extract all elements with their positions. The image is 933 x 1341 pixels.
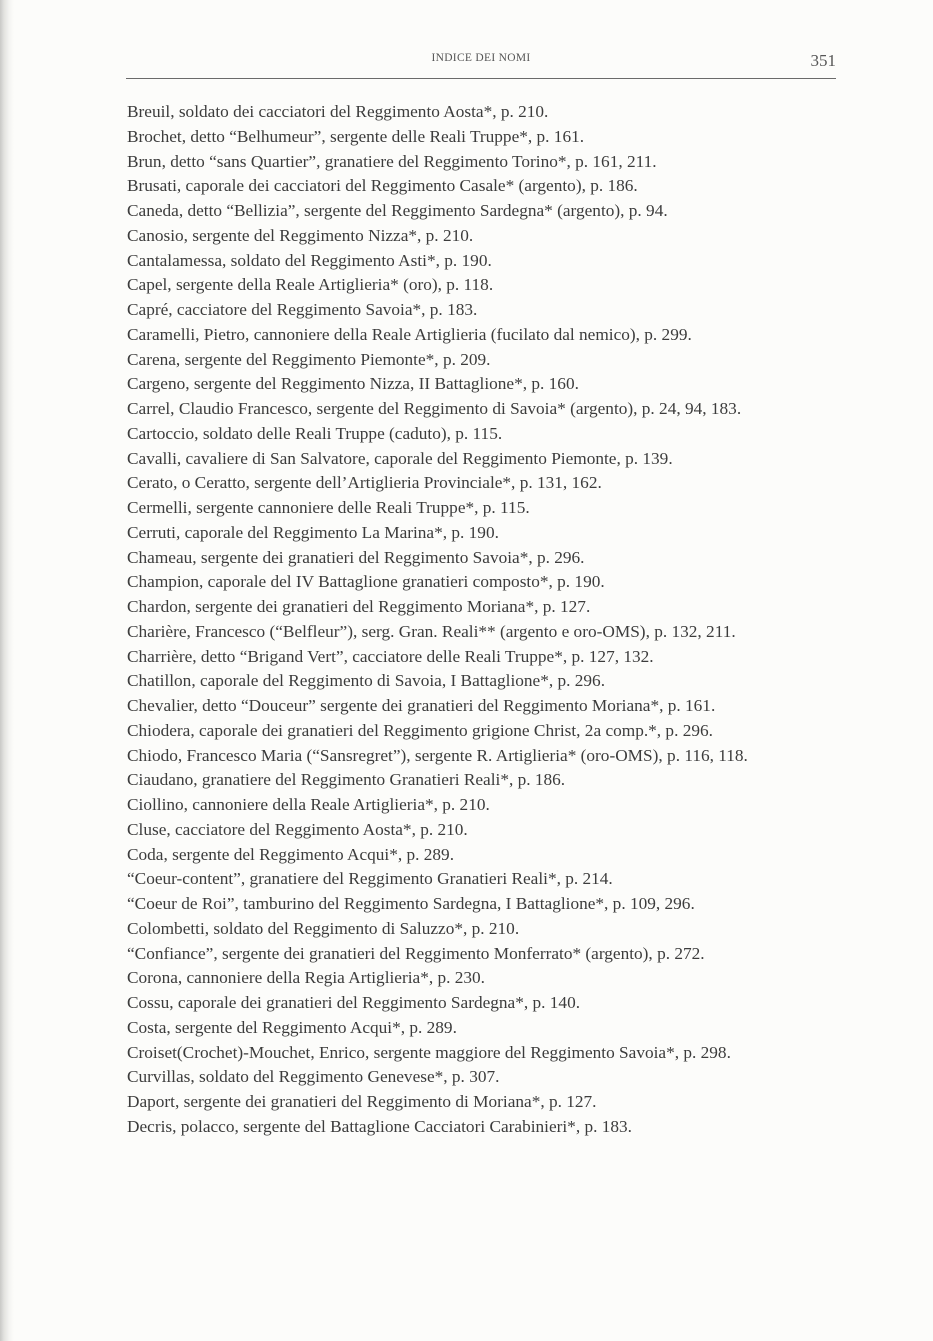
running-head: [126, 48, 836, 79]
index-entry: Coda, sergente del Reggimento Acqui*, p. 289.: [127, 844, 455, 864]
index-entry: Cantalamessa, soldato del Reggimento Asti*, p. 190.: [127, 250, 492, 270]
index-entry: Carena, sergente del Reggimento Piemonte*, p. 209.: [127, 349, 491, 369]
index-entry: Chardon, sergente dei granatieri del Reggimento Moriana*, p. 127.: [127, 597, 591, 616]
page-number: 351: [810, 51, 836, 70]
index-entry: Chevalier, detto “Douceur” sergente dei granatieri del Reggimento Moriana*, p. 161.: [127, 696, 716, 715]
name-index-list: [127, 100, 839, 1140]
index-entry: “Coeur de Roi”, tamburino del Reggimento Sardegna, I Battaglione*, p. 109, 296.: [127, 894, 695, 913]
index-entry: Cavalli, cavaliere di San Salvatore, caporale del Reggimento Piemonte, p. 139.: [127, 448, 673, 468]
index-entry: Capré, cacciatore del Reggimento Savoia*, p. 183.: [127, 300, 478, 319]
index-entry: Chiodera, caporale dei granatieri del Reggimento grigione Christ, 2a comp.*, p. 296.: [127, 720, 713, 740]
index-entry: Brusati, caporale dei cacciatori del Reggimento Casale* (argento), p. 186.: [127, 176, 638, 196]
index-entry: Chameau, sergente dei granatieri del Reggimento Savoia*, p. 296.: [127, 547, 585, 567]
index-entry: Caramelli, Pietro, cannoniere della Reale Artiglieria (fucilato dal nemico), p. 299.: [127, 324, 692, 344]
index-entry: Corona, cannoniere della Regia Artiglieria*, p. 230.: [127, 968, 485, 988]
index-entry: Costa, sergente del Reggimento Acqui*, p. 289.: [127, 1017, 457, 1037]
index-entry: Daport, sergente dei granatieri del Reggimento di Moriana*, p. 127.: [127, 1092, 597, 1111]
index-entry: Decris, polacco, sergente del Battaglione Cacciatori Carabinieri*, p. 183.: [127, 1116, 632, 1136]
index-entry: Caneda, detto “Bellizia”, sergente del Reggimento Sardegna* (argento), p. 94.: [127, 201, 668, 220]
index-entry: Cartoccio, soldato delle Reali Truppe (caduto), p. 115.: [127, 423, 503, 443]
binding-shadow: [0, 0, 14, 1341]
index-entry: Charière, Francesco (“Belfleur”), serg. Gran. Reali** (argento e oro-OMS), p. 132, 211.: [127, 621, 736, 641]
index-entry: Cermelli, sergente cannoniere delle Reali Truppe*, p. 115.: [127, 498, 530, 517]
index-entry: Chiodo, Francesco Maria (“Sansregret”), sergente R. Artiglieria* (oro-OMS), p. 116, 118.: [127, 745, 748, 765]
index-entry: Canosio, sergente del Reggimento Nizza*, p. 210.: [127, 225, 474, 245]
index-entry: “Confiance”, sergente dei granatieri del Reggimento Monferrato* (argento), p. 272.: [127, 943, 705, 963]
index-entry: Carrel, Claudio Francesco, sergente del Reggimento di Savoia* (argento), p. 24, 94, 183.: [127, 399, 742, 418]
index-entry: Capel, sergente della Reale Artiglieria* (oro), p. 118.: [127, 275, 494, 295]
index-entry: Brochet, detto “Belhumeur”, sergente delle Reali Truppe*, p. 161.: [127, 126, 585, 146]
index-entry: “Coeur-content”, granatiere del Reggimento Granatieri Reali*, p. 214.: [127, 869, 613, 889]
index-entry: Curvillas, soldato del Reggimento Genevese*, p. 307.: [127, 1067, 500, 1087]
index-entry: Colombetti, soldato del Reggimento di Saluzzo*, p. 210.: [127, 918, 520, 938]
index-entry: Breuil, soldato dei cacciatori del Reggimento Aosta*, p. 210.: [127, 102, 549, 121]
index-entry: Champion, caporale del IV Battaglione granatieri composto*, p. 190.: [127, 572, 605, 592]
running-title: INDICE DEI NOMI: [431, 52, 531, 64]
index-entry: Brun, detto “sans Quartier”, granatiere del Reggimento Torino*, p. 161, 211.: [127, 151, 657, 171]
index-entry: Cargeno, sergente del Reggimento Nizza, II Battaglione*, p. 160.: [127, 374, 579, 394]
index-entry: Charrière, detto “Brigand Vert”, cacciatore delle Reali Truppe*, p. 127, 132.: [127, 646, 654, 666]
index-entry: Chatillon, caporale del Reggimento di Savoia, I Battaglione*, p. 296.: [127, 671, 606, 691]
index-entry: Ciollino, cannoniere della Reale Artiglieria*, p. 210.: [127, 795, 490, 814]
index-entry: Cossu, caporale dei granatieri del Reggimento Sardegna*, p. 140.: [127, 993, 581, 1012]
index-entry: Cerruti, caporale del Reggimento La Marina*, p. 190.: [127, 522, 499, 542]
index-entry: Ciaudano, granatiere del Reggimento Granatieri Reali*, p. 186.: [127, 770, 566, 790]
index-entry: Cluse, cacciatore del Reggimento Aosta*, p. 210.: [127, 819, 468, 839]
index-entry: Croiset(Crochet)-Mouchet, Enrico, sergente maggiore del Reggimento Savoia*, p. 298.: [127, 1042, 731, 1062]
index-entry: Cerato, o Ceratto, sergente dell’Artiglieria Provinciale*, p. 131, 162.: [127, 473, 602, 493]
